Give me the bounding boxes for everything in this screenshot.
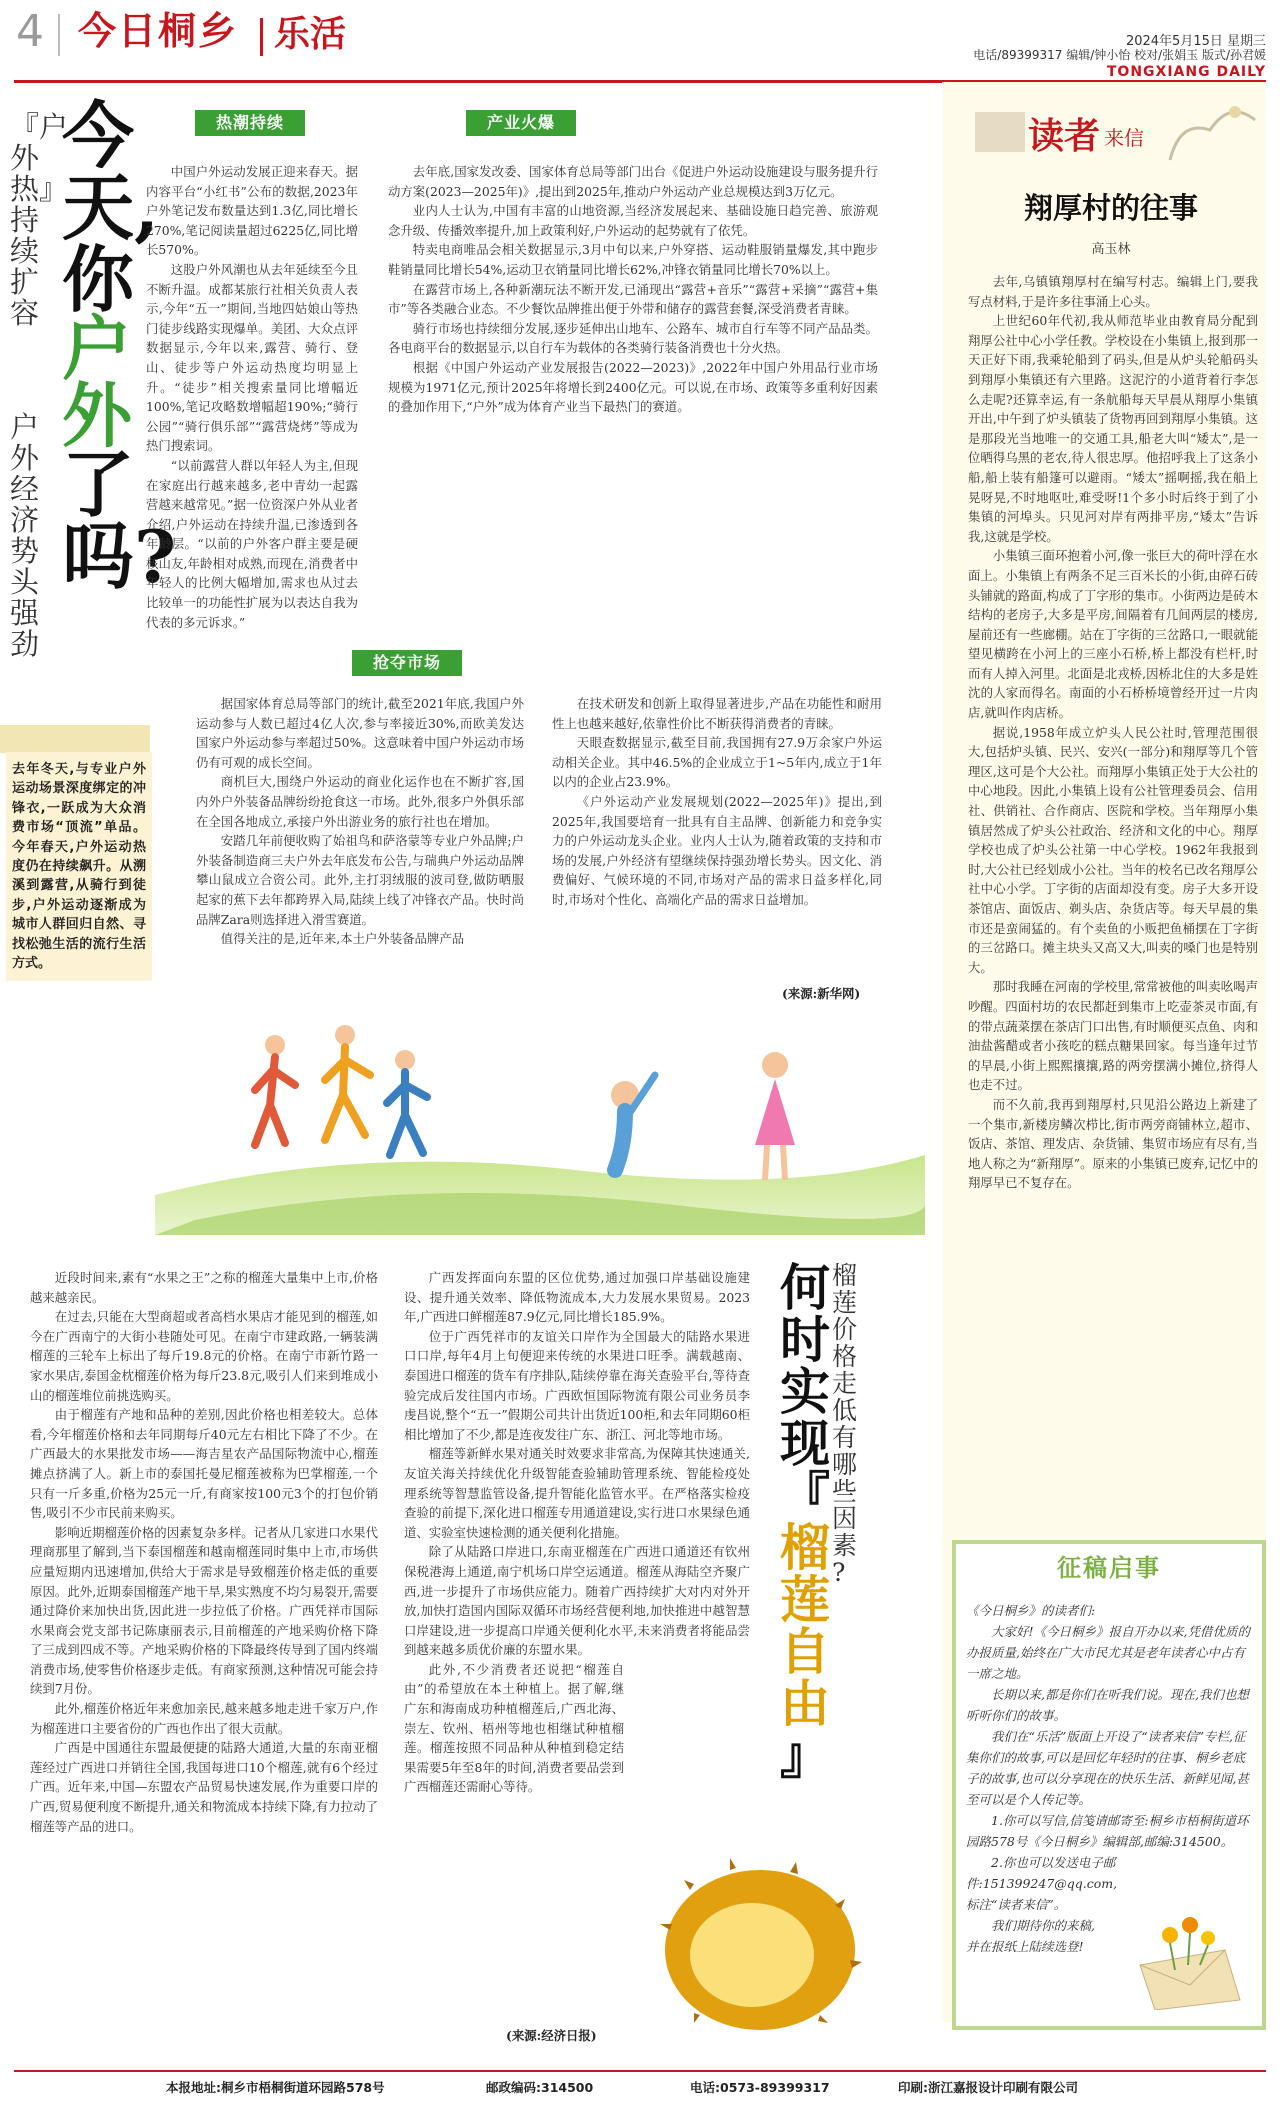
paragraph: 根据《中国户外运动产业发展报告(2022—2023)》,2022年中国户外用品行业市场规模为1971亿元,预计2025年将增长到2400亿元。可以说,在市场、政策等多重利好因素的叠加作用下,“户外”成为体育产业当下最热门的赛道。: [388, 359, 878, 415]
paragraph: 近段时间来,素有“水果之王”之称的榴莲大量集中上市,价格越来越亲民。: [30, 1270, 378, 1305]
letters-decoration: [1150, 90, 1260, 166]
paragraph: 由于榴莲有产地和品种的差别,因此价格也相差较大。总体看,今年榴莲价格和去年同期每斤40元左右相比下降了不少。在广西最大的水果批发市场——海吉星农产品国际物流中心,榴莲摊点挤满了人。新上市的泰国托曼尼榴莲被称为巴掌榴莲,一个只有一斤多重,价格为25元一斤,有商家按100元3个的打包价销售,吸引不少市民前来购买。: [30, 1407, 378, 1521]
paragraph: 广西发挥面向东盟的区位优势,通过加强口岸基础设施建设、提升通关效率、降低物流成本,大力发展水果贸易。2023年,广西进口鲜榴莲87.9亿元,同比增长185.9%。: [404, 1270, 750, 1325]
page-number: 4: [16, 6, 44, 57]
paragraph: 骑行市场也持续细分发展,逐步延伸出山地车、公路车、城市自行车等不同产品品类。各电商平台的数据显示,以自行车为载体的各类骑行装备消费也十分火热。: [388, 320, 878, 356]
paragraph: 此外,榴莲价格近年来愈加亲民,越来越多地走进千家万户,作为榴莲进口主要省份的广西也作出了很大贡献。: [30, 1701, 378, 1736]
outdoor-illustration: [155, 1005, 925, 1235]
footer-phone: 电话:0573-89399317: [690, 2080, 830, 2095]
headline-char: 由: [780, 1674, 830, 1733]
paragraph: 我们在“乐活”版面上开设了“读者来信”专栏,征集你们的故事,可以是回忆年轻时的往事、桐乡老底子的故事,也可以分享现在的快乐生活、新鲜见闻,甚至可以是个人传记等。: [966, 1729, 1249, 1807]
footer-printer: 印刷:浙江嘉报设计印刷有限公司: [898, 2080, 1078, 2095]
subtitle-char: 格: [832, 1342, 858, 1371]
feature-column-1: [146, 162, 358, 632]
paper-logo: 今日桐乡: [78, 8, 239, 53]
subtitle-char: 走: [832, 1369, 858, 1398]
paragraph: 据说,1958年成立炉头人民公社时,管理范围很大,包括炉头镇、民兴、安兴(一部分)和翔厚等几个管理区,这可是个大公社。而翔厚小集镇正处于大公社的中心地段。因此,小集镇上设有公社管理委员会、信用社、供销社、合作商店、医院和学校。当年翔厚小集镇居然成了炉头公社政治、经济和文化的中心。翔厚学校也成了炉头公社第一中心学校。1962年我报到时,大公社已经划成小公社。当年的校名已改名翔厚公社中心小学。丁字街的店面却没有变。房子大多开设茶馆店、面饭店、剃头店、杂货店等。每天早晨的集市还是蛮闹猛的。有个卖鱼的小贩把鱼桶摆在丁字街的三岔路口。摊主块头又高又大,叫卖的嗓门也是特别大。: [968, 724, 1258, 975]
paragraph: 小集镇三面环抱着小河,像一张巨大的荷叶浮在水面上。小集镇上有两条不足三百米长的小街,由碎石砖头铺就的路面,构成了丁字形的集市。小街两边是砖木结构的老房子,大多是平房,间隔着有几间两层的楼房,屋前还有一些廊棚。站在丁字街的三岔路口,一眼就能望见横跨在小河上的三座小石桥,桥上都没有栏杆,时而有人掉入河里。北面是北戎桥,因桥北住的大多是姓沈的人家而得名。南面的小石桥桥境曾经开过一片肉店,就叫作肉店桥。: [968, 548, 1258, 721]
letters-column-title: 读者: [1028, 115, 1101, 157]
envelope-flowers-illustration: [1130, 1910, 1250, 2010]
subtitle-char: 低: [832, 1396, 858, 1425]
paragraph: 长期以来,都是你们在听我们说。现在,我们也想听听你们的故事。: [966, 1687, 1249, 1723]
footer-postcode: 邮政编码:314500: [486, 2080, 594, 2095]
headline-char: 榴: [780, 1518, 830, 1577]
subtitle-char: 莲: [832, 1288, 858, 1317]
paragraph: 去年底,国家发改委、国家体育总局等部门出台《促进户外运动设施建设与服务提升行动方案(2023—2025年)》,提出到2025年,推动户外运动产业总规模达到3万亿元。: [388, 164, 878, 199]
durian-source: (来源:经济日报): [506, 2028, 597, 2043]
staff-credits: 电话/89399317 编辑/钟小怡 校对/张娟玉 版式/孙君媛: [973, 48, 1266, 62]
subtitle-char: 价: [832, 1315, 858, 1344]
headline-char: 现: [780, 1414, 830, 1473]
paragraph: 榴莲等新鲜水果对通关时效要求非常高,为保障其快速通关,友谊关海关持续优化升级智能查验辅助管理系统、智能检疫处理系统等智慧监管设备,提升智能化监管水平。在严格落实检疫查验的前提下,深化进口榴莲专用通道建设,实行进口水果绿色通道、实验室快速检测的通关便利化措施。: [404, 1446, 750, 1540]
paragraph: 去年,乌镇镇翔厚村在编写村志。编辑上门,要我写点材料,于是许多往事涌上心头。: [968, 274, 1258, 309]
headline-char: 吗?: [62, 514, 177, 599]
headline-char: 自: [780, 1622, 830, 1681]
durian-headline: [776, 1258, 834, 1785]
paragraph: 业内人士认为,中国有丰富的山地资源,当经济发展起来、基础设施日趋完善、旅游观念升级、传播效率提升,加上政策利好,户外运动的起势就有了依凭。: [388, 203, 878, 238]
paragraph: 《今日桐乡》的读者们:: [966, 1603, 1096, 1618]
paragraph: 而不久前,我再到翔厚村,只见沿公路边上新建了一个集市,新楼房鳞次栉比,街市两旁商铺林立,超市、饭店、茶馆、理发店、杂货铺、集贸市场应有尽有,当地人称之为“新翔厚”。原来的小集镇已废弃,记忆中的翔厚早已不复存在。: [968, 1096, 1258, 1191]
subtitle-char: 榴: [832, 1261, 858, 1290]
paragraph: 此外,不少消费者还说把“榴莲自由”的希望放在本土种植上。据了解,继广东和海南成功种植榴莲后,广西北海、崇左、钦州、梧州等地也相继试种植榴莲。榴莲按照不同品种从种植到稳定结果需要5年至8年的时间,消费者要品尝到广西榴莲还需耐心等待。: [404, 1661, 624, 1795]
headline-char: 今: [62, 93, 135, 178]
paragraph: “以前露营人群以年轻人为主,但现在家庭出行越来越多,老中青幼一起露营越来越常见。”据一位资深户外从业者介绍,户外运动在持续升温,已渗透到各年龄层。“以前的户外客户群主要是硬核山友,年龄相对成熟,而现在,消费者中年轻人的比例大幅增加,需求也从过去比较单一的功能性扩展为以表达自我为代表的多元诉求。”: [146, 457, 358, 630]
subtitle-char: ?: [832, 1558, 846, 1587]
call-for-submissions-body: [966, 1600, 1250, 1957]
paragraph: 《户外运动产业发展规划(2022—2025年)》提出,到2025年,我国要培育一批具有自主品牌、创新能力和竞争实力的户外运动龙头企业。业内人士认为,随着政策的支持和市场的发展,户外经济有望继续保持强劲增长势头。因文化、消费偏好、气候环境的不同,市场对产品的需求日益多样化,同时,市场对个性化、高端化产品的需求日益增加。: [552, 793, 882, 907]
subtitle-char: 素: [832, 1531, 858, 1560]
letters-author: 高玉林: [1091, 242, 1131, 257]
paragraph: 影响近期榴莲价格的因素复杂多样。记者从几家进口水果代理商那里了解到,当下泰国榴莲和越南榴莲同时集中上市,市场供应量短期内迅速增加,供给大于需求是导致榴莲价格走低的重要原因。此外,近期泰国榴莲产地干旱,果实熟度不均匀易裂开,需要通过降价来加快出货,因此进一步拉低了价格。广西凭祥市国际水果商会党支部书记陈康丽表示,目前榴莲的产地采购价格下降了三成到四成不等。产地采购价格的下降最终传导到了国内终端消费市场,使零售价格逐步走低。有商家预测,这种情况可能会持续到7月份。: [30, 1524, 378, 1697]
paragraph: 在过去,只能在大型商超或者高档水果店才能见到的榴莲,如今在广西南宁的大街小巷随处可见。在南宁市建政路,一辆装满榴莲的三轮车上标出了每斤19.8元的价格。在南宁市新竹路一家水果店,泰国金枕榴莲价格为每斤23.8元,吸引人们来到堆成小山的榴莲堆位前挑选购买。: [30, 1309, 378, 1403]
call-for-submissions-title: 征稿启事: [1057, 1553, 1161, 1582]
headline-char: 你: [62, 237, 135, 322]
footer-rule: [14, 2070, 1266, 2072]
paper-english-name: TONGXIANG DAILY: [1106, 64, 1266, 80]
paragraph: 在露营市场上,各种新潮玩法不断开发,已涌现出“露营+音乐”“露营+采摘”“露营+集市”等各类融合业态。不少餐饮品牌推出便于外带和储存的露营套餐,深受消费者青睐。: [388, 281, 878, 317]
paragraph: 2.你也可以发送电子邮件:151399247@qq.com,标注“读者来信”。: [966, 1855, 1118, 1912]
paragraph: 我们期待你的来稿,并在报纸上陆续选登!: [966, 1918, 1095, 1954]
paragraph: 除了从陆路口岸进口,东南亚榴莲在广西进口通道还有钦州保税港海上通道,南宁机场口岸空运通道。榴莲从海陆空齐聚广西,进一步提升了市场供应能力。随着广西持续扩大对内对外开放,加快打造国内国际双循环市场经营便利地,加快推进中越智慧口岸建设,进一步提高口岸通关便利化水平,未来消费者将能品尝到越来越多质优价廉的东盟水果。: [404, 1544, 750, 1658]
headline-highlight: 户外: [62, 307, 132, 457]
intro-decoration: [0, 725, 150, 753]
child-figures: [611, 1052, 795, 1180]
paragraph: 值得关注的是,近年来,本土户外装备品牌产品: [220, 931, 465, 947]
subtitle-char: 因: [832, 1504, 858, 1533]
subtitle-char: 哪: [832, 1450, 858, 1479]
paragraph: 广西是中国通往东盟最便捷的陆路大通道,大量的东南亚榴莲经过广西进口并销往全国,我国每进口10个榴莲,就有6个经过广西。近年来,中国—东盟农产品贸易快速发展,作为重要口岸的广西,贸易便利度不断提升,通关和物流成本持续下降,有力拉动了榴莲等产品的进口。: [30, 1740, 378, 1834]
issue-date: 2024年5月15日 星期三: [1125, 34, 1266, 49]
durian-illustration: [640, 1810, 900, 2050]
feature-source: (来源:新华网): [782, 986, 861, 1001]
kicker-line-2: 户外经济势头强劲: [10, 410, 40, 661]
feature-column-4: [552, 694, 882, 910]
paragraph: 上世纪60年代初,我从师范毕业由教育局分配到翔厚公社中心小学任教。学校设在小集镇上,报到那一天正好下雨,我乘轮船到了码头,但是从炉头轮船码头到翔厚小集镇还有六里路。这泥泞的小道背着行李怎么走呢?还算幸运,有一条航船每天早晨从翔厚小集镇开出,中午到了炉头镇装了货物再回到翔厚小集镇。这是那段光当地唯一的交通工具,船老大叫“矮太”,是一位晒得乌黑的老农,待人很忠厚。他招呼我上了这条小船,船上装有船篷可以避雨。“矮太”摇啊摇,我在船上晃呀晃,不时地呕吐,难受呀!1个多小时后终于到了小集镇的河埠头。只见河对岸有两排平房,“矮太”告诉我,这就是学校。: [968, 313, 1258, 544]
footer-address: 本报地址:桐乡市梧桐街道环园路578号: [166, 2080, 385, 2095]
feature-kicker: [10, 110, 69, 661]
paragraph: 这股户外风潮也从去年延续至今且不断升温。成都某旅行社相关负责人表示,今年“五一”期间,当地四姑娘山等热门徒步线路实现爆单。美团、大众点评数据显示,今年以来,露营、骑行、登山、徒步等户外运动热度均明显上升。“徒步”相关搜索量同比增幅近100%,笔记攻略数增幅超190%;“骑行公园”“骑行俱乐部”“露营烧烤”等成为热门搜索词。: [146, 261, 358, 454]
paragraph: 天眼查数据显示,截至目前,我国拥有27.9万余家户外运动相关企业。其中46.5%的企业成立于1~5年内,成立于1年以内的企业占23.9%。: [552, 735, 882, 790]
letters-body: [968, 272, 1258, 1193]
headline-char: 实: [780, 1362, 830, 1421]
durian-subtitle: [832, 1262, 866, 1586]
headline-char: 『: [780, 1466, 830, 1525]
letters-column-subtitle: 来信: [1104, 126, 1144, 150]
letters-article-title: 翔厚村的往事: [1023, 191, 1198, 225]
paragraph: 据国家体育总局等部门的统计,截至2021年底,我国户外运动参与人数已超过4亿人次,参与率接近30%,而欧美发达国家户外运动参与率超过50%。这意味着中国户外运动市场仍有可观的成长空间。: [196, 696, 524, 770]
paragraph: 位于广西凭祥市的友谊关口岸作为全国最大的陆路水果进口口岸,每年4月上旬便迎来传统的水果进口旺季。满载越南、泰国进口榴莲的货车有序排队,陆续停靠在海关查验平台,等待查验完成后发往国内市场。广西欧恒国际物流有限公司业务员李虔昌说,整个“五一”假期公司共计出货近100柜,和去年同期60柜相比增加了不少,都是连夜发往广东、浙江、河北等地市场。: [404, 1328, 750, 1442]
tag-hot: 热潮持续: [195, 110, 305, 136]
tag-industry: 产业火爆: [466, 110, 576, 136]
headline-char: 』: [780, 1726, 830, 1785]
subtitle-char: 有: [832, 1423, 858, 1452]
masthead-divider: [58, 14, 60, 56]
feature-headline: [62, 93, 177, 599]
masthead: [0, 0, 1280, 82]
headline-char: 莲: [780, 1570, 830, 1629]
durian-column-2: [404, 1268, 750, 1797]
durian-column-1: [30, 1268, 378, 1836]
headline-char: 时: [780, 1310, 830, 1369]
letters-icon: [975, 112, 1025, 152]
feature-intro: 去年冬天,与专业户外运动场景深度绑定的冲锋衣,一跃成为大众消费市场“顶流”单品。今年春天,户外运动热度仍在持续飙升。从溯溪到露营,从骑行到徒步,户外运动逐渐成为城市人群回归自然、寻找松弛生活的流行生活方式。: [6, 752, 152, 981]
paragraph: 商机巨大,围绕户外运动的商业化运作也在不断扩容,国内外户外装备品牌纷纷抢食这一市场。此外,很多户外俱乐部在全国各地成立,承接户外出游业务的旅行社也在增加。: [196, 774, 524, 829]
paragraph: 特卖电商唯品会相关数据显示,3月中旬以来,户外穿搭、运动鞋服销量爆发,其中跑步鞋销量同比增长54%,运动卫衣销量同比增长62%,冲锋衣销量同比增长70%以上。: [388, 242, 878, 277]
paragraph: 中国户外运动发展正迎来春天。据内容平台“小红书”公布的数据,2023年户外笔记发布数量达到1.3亿,同比增长270%,笔记阅读量超过6225亿,同比增长570%。: [146, 164, 358, 258]
feature-column-2: [388, 162, 878, 417]
feature-column-3: [196, 694, 524, 949]
headline-char: 天,: [62, 165, 160, 250]
paragraph: 大家好!《今日桐乡》报自开办以来,凭借优质的办报质量,始终在广大市民尤其是老年读者心中占有一席之地。: [966, 1624, 1250, 1681]
subtitle-char: 些: [832, 1477, 858, 1506]
section-name: 乐活: [274, 13, 347, 55]
tag-market: 抢夺市场: [352, 650, 462, 676]
headline-char: 了: [62, 442, 135, 527]
headline-char: 何: [780, 1258, 830, 1317]
paragraph: 在技术研发和创新上取得显著进步,产品在功能性和耐用性上也越来越好,依靠性价比不断获得消费者的青睐。: [552, 696, 882, 731]
runner-figure: [255, 1025, 427, 1155]
paragraph: 安踏几年前便收购了始祖鸟和萨洛蒙等专业户外品牌;户外装备制造商三夫户外去年底发布公告,与瑞典户外运动品牌攀山鼠成立合资公司。此外,主打羽绒服的波司登,做防晒服起家的蕉下去年都跨界入局,陆续上线了冲锋衣产品。快时尚品牌Zara则选择进入滑雪赛道。: [196, 833, 524, 927]
logo-divider: [260, 18, 263, 56]
kicker-line-1: 『户外热』持续扩容: [10, 110, 69, 330]
paragraph: 那时我睡在河南的学校里,常常被他的叫卖吆喝声吵醒。四面村坊的农民都赶到集市上吃壶茶灵市面,有的带点蔬菜摆在茶店门口出售,有时顺便买点鱼、肉和油盐酱醋或者小孩吃的糕点糖果回家。每当逢年过节的早晨,小街上熙熙攘攘,路的两旁摆满小摊位,挤得人也走不过。: [968, 979, 1258, 1093]
paragraph: 1.你可以写信,信笺请邮寄至:桐乡市梧桐街道环园路578号《今日桐乡》编辑部,邮编:314500。: [966, 1813, 1249, 1849]
